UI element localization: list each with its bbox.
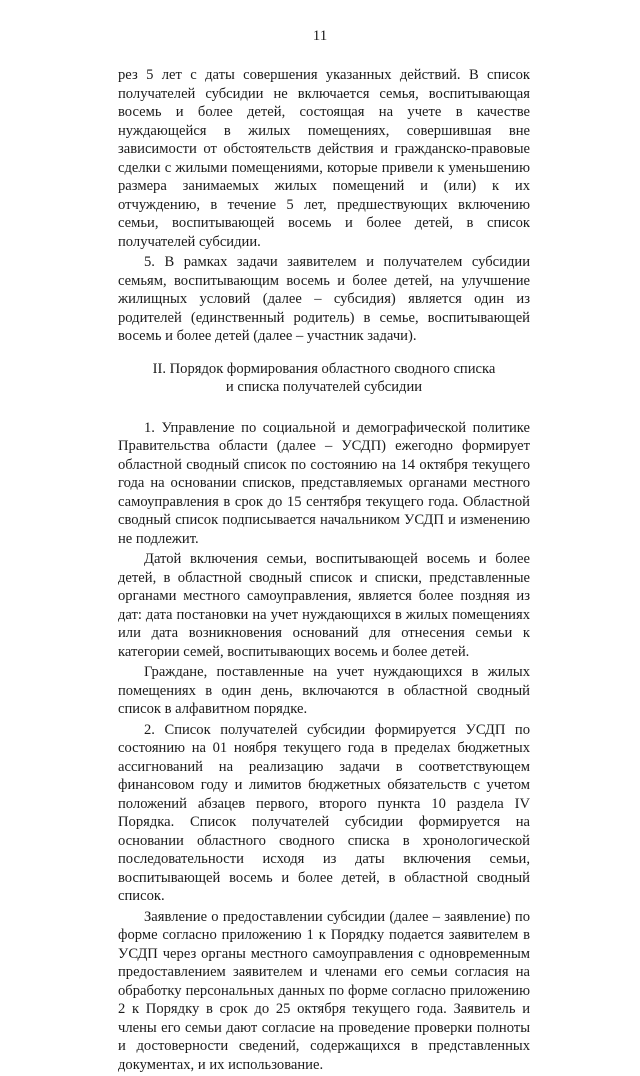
paragraph-item-5: 5. В рамках задачи заявителем и получателем субсидии семьям, воспитывающим восемь и более детей, на улучшение жилищных условий (далее – субсидия) является один из родителей (единственный родитель) в семье, воспитывающей восемь и более детей (далее – участник задачи). [118,254,530,344]
paragraph-alphabetical-order: Граждане, поставленные на учет нуждающихся в жилых помещениях в один день, включаются в областной сводный список в алфавитном порядке. [118,664,530,717]
paragraph-continuation: рез 5 лет с даты совершения указанных действий. В список получателей субсидии не включается семья, воспитывающая восемь и более детей, состоящая на учете в качестве нуждающейся в жилых помещениях, совершившая вне зависимости от обстоятельств действия и гражданско-правовые сделки с жилыми помещениями, которые привели к уменьшению размера занимаемых жилых помещений и (или) к их отчуждению, в течение 5 лет, предшествующих включению семьи, воспитывающей восемь и более детей, в список получателей субсидии. [118,67,530,250]
section-heading [118,360,530,397]
paragraph-application: Заявление о предоставлении субсидии (далее – заявление) по форме согласно приложению 1 к Порядку подается заявителем в УСДП через органы местного самоуправления с одновременным предоставлением заявителем и членами его семьи согласия на обработку персональных данных по форме согласно приложению 2 к Порядку в срок до 25 октября текущего года. Заявитель и члены его семьи дают согласие на проведение проверки полноты и достоверности сведений, содержащихся в представленных документах, и их использование. [118,908,530,1073]
paragraph-item-1: 1. Управление по социальной и демографической политике Правительства области (далее – УСДП) ежегодно формирует областной сводный список по состоянию на 14 октября текущего года на основании списков, представляемых органами местного самоуправления в срок до 15 сентября текущего года. Областной сводный список подписывается начальником УСДП и изменению не подлежит. [118,419,530,547]
paragraph-inclusion-date: Датой включения семьи, воспитывающей восемь и более детей, в областной сводный список и списки, представленные органами местного самоуправления, является более поздняя из дат: дата постановки на учет нуждающихся в жилых помещениях или дата возникновения оснований для отнесения семьи к категории семей, воспитывающих восемь и более детей. [118,551,530,660]
page-number: 11 [312,28,328,44]
section-heading-line-1: II. Порядок формирования областного сводного списка [152,360,496,377]
paragraph-item-2: 2. Список получателей субсидии формируется УСДП по состоянию на 01 ноября текущего года в пределах бюджетных ассигнований на реализацию задачи в соответствующем финансовом году и лимитов бюджетных обязательств с учетом положений абзацев первого, второго пункта 10 раздела IV Порядка. Список получателей субсидии формируется на основании областного сводного списка в хронологической последовательности исходя из даты включения семьи, воспитывающей восемь и более детей, в областной сводный список. [118,721,530,904]
section-heading-line-2: и списка получателей субсидии [225,379,423,395]
document-body [118,66,530,1076]
